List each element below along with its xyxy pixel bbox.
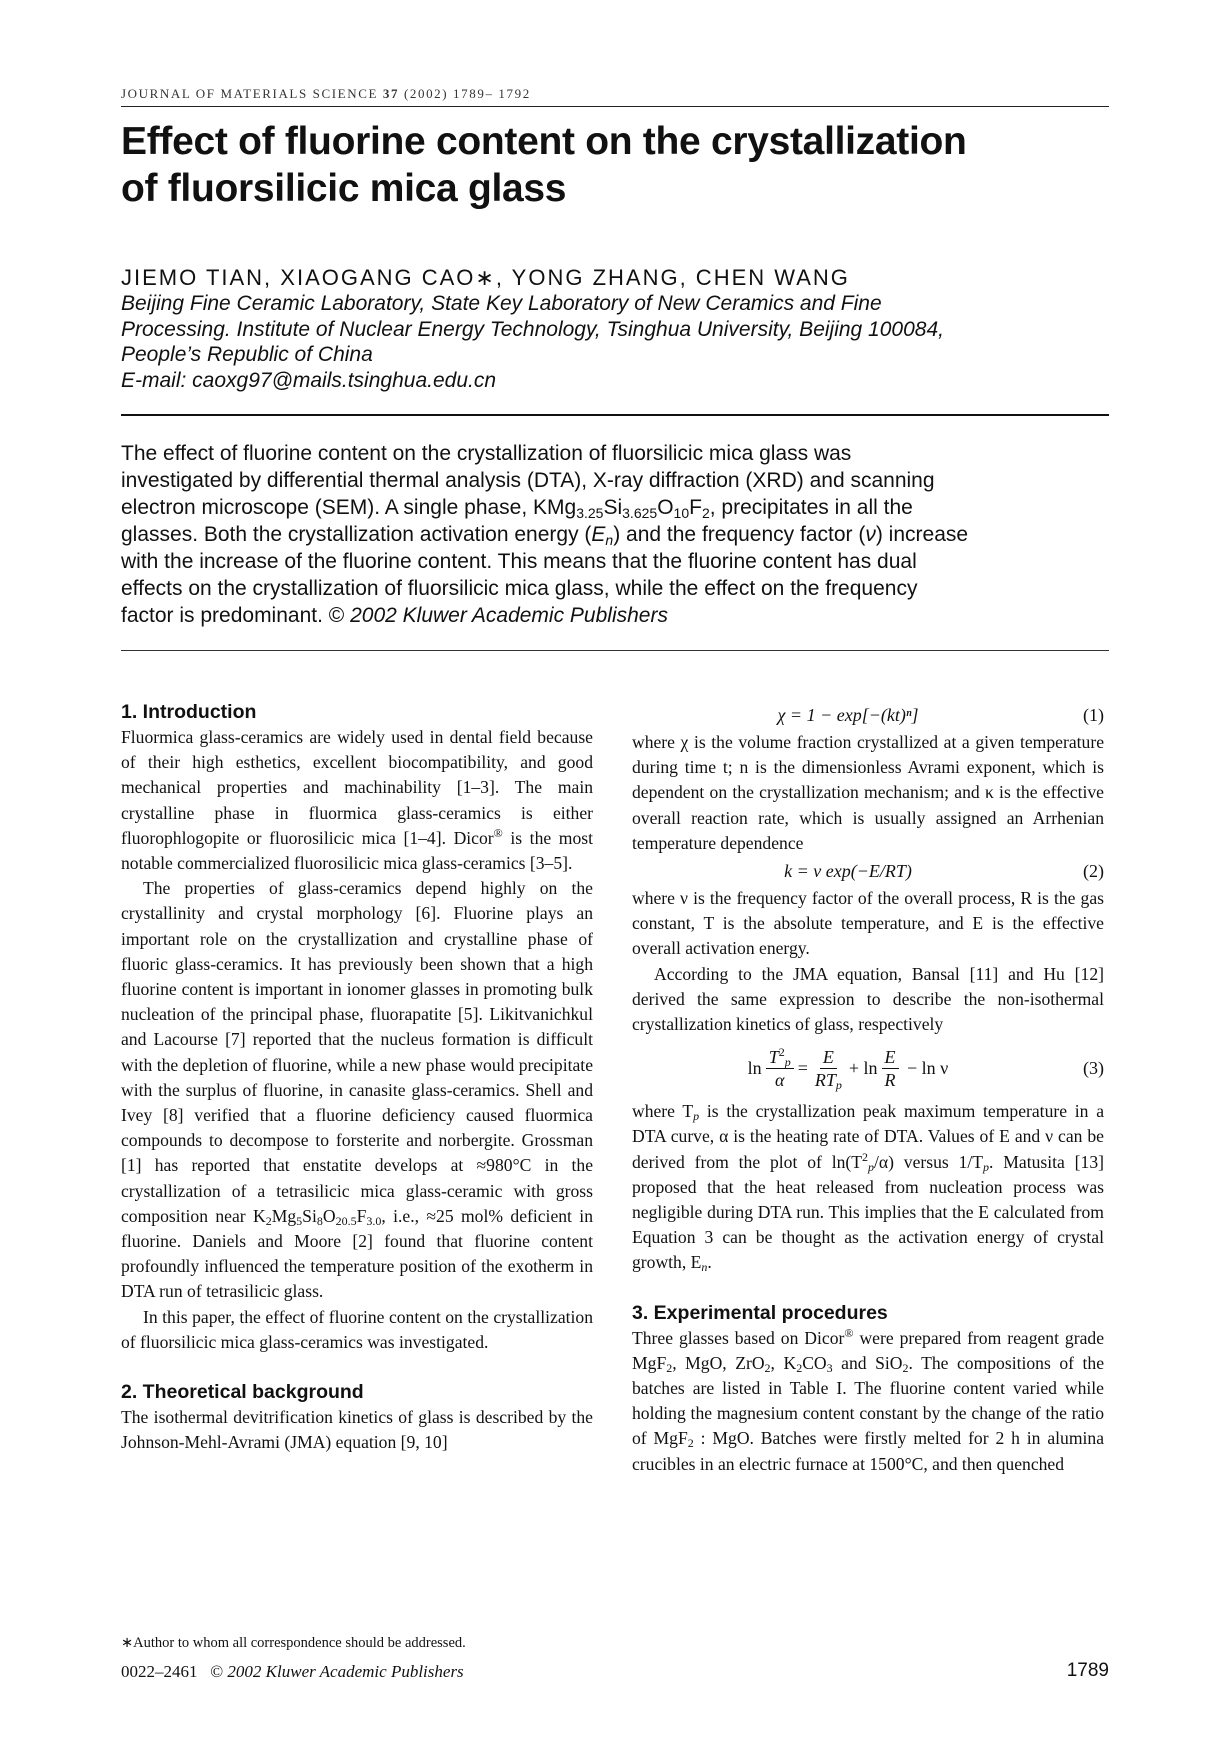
section-gap bbox=[121, 1355, 593, 1380]
equation-2: k = ν exp(−E/RT) (2) bbox=[632, 856, 1104, 886]
equation-3: ln $\frac{T^2_p}{\alpha}$ = $\frac{E}{RT_p}$ + ln $\frac{E}{R}$ − ln ν (3) bbox=[632, 1037, 1104, 1099]
jma-paragraph: According to the JMA equation, Bansal [11] and Hu [12] derived the same expression to describe the non-isothermal crystallization kinetics of glass, respectively bbox=[632, 963, 1104, 1035]
section-gap bbox=[632, 1276, 1104, 1301]
section-heading-experimental: 3. Experimental procedures bbox=[632, 1301, 888, 1324]
paper-title bbox=[121, 118, 1109, 212]
publisher-credit: 2002 Kluwer Academic Publishers bbox=[350, 604, 668, 627]
frequency-factor-paragraph: where ν is the frequency factor of the overall process, R is the gas constant, T is the absolute temperature, and E is the effective overall activation energy. bbox=[632, 888, 1104, 959]
abstract-line-3: electron microscope (SEM). A single phase, $KMg_{3.25}Si_{3.625}O_{10}F_2$, precipitates in all the bbox=[121, 496, 913, 521]
journal-year-pages: (2002) 1789– 1792 bbox=[403, 86, 531, 101]
author-list: JIEMO TIAN, XIAOGANG CAO∗, YONG ZHANG, CHEN WANG bbox=[121, 265, 850, 290]
theory-paragraph-1: The isothermal devitrification kinetics of glass is described by the Johnson-Mehl-Avrami (JMA) equation [9, 10] bbox=[121, 1407, 593, 1453]
author-footnote: ∗Author to whom all correspondence should be addressed. bbox=[121, 1635, 466, 1651]
abstract-line-6: effects on the crystallization of fluorsilicic mica glass, while the effect on the frequency bbox=[121, 577, 918, 600]
abstract-line-4: glasses. Both the crystallization activation energy $(E_n)$ and the frequency factor (ν) increase bbox=[121, 523, 969, 548]
abstract-line-5: with the increase of the fluorine content. This means that the fluorine content has dual bbox=[121, 550, 917, 573]
affiliation-line-2: Processing. Institute of Nuclear Energy Technology, Tsinghua University, Beijing 100084, bbox=[121, 317, 944, 341]
page-number: 1789 bbox=[1066, 1660, 1109, 1681]
avrami-paragraph: where χ is the volume fraction crystallized at a given temperature during time t; n is the dimensionless Avrami exponent, which is dependent on the crystallization mechanism; and κ is the effective overall reaction rate, which is usually assigned an Arrhenian temperature dependence bbox=[632, 732, 1104, 853]
equation-3-number: (3) bbox=[1083, 1058, 1104, 1079]
abstract bbox=[121, 440, 1109, 629]
left-column bbox=[121, 700, 593, 1455]
intro-paragraph-2: The properties of glass-ceramics depend highly on the crystallinity and crystal morphology [6]. Fluorine plays an important role on the crystallization and crystalline phase of fluoric glass-ceramics. It has previously been shown that a high fluorine content is important in ionomer glasses in promoting bulk nucleation of the principal phase, fluorapatite [5]. Likitvanichkul and Lacourse [7] reported that the nucleus formation is difficult with the depletion of fluorine, while a new phase would precipitate with the surplus of fluorine, in canasite glass-ceramics. Shell and Ivey [8] verified that a fluorine deficiency caused fluormica compounds to decompose to forsterite and norbergite. Grossman [1] has reported that enstatite develops at ≈980°C in the crystallization of a tetrasilicic mica glass-ceramic with gross composition near $K_2Mg_5Si_8O_{20.5}F_{3.0}$, i.e., ≈25 mol% deficient in fluorine. Daniels and Moore [2] found that fluorine content profoundly influenced the temperature position of the exotherm in DTA run of tetrasilicic glass. bbox=[121, 878, 593, 1302]
equation-1-number: (1) bbox=[1083, 705, 1104, 725]
intro-paragraph-3: In this paper, the effect of fluorine content on the crystallization of fluorsilicic mica glass-ceramics was investigated. bbox=[121, 1306, 593, 1352]
header-rule bbox=[121, 106, 1109, 107]
issn: 0022–2461 bbox=[121, 1662, 198, 1681]
equation-2-number: (2) bbox=[1083, 861, 1104, 882]
footer-publisher: 2002 Kluwer Academic Publishers bbox=[227, 1662, 464, 1681]
title-line-1: Effect of fluorine content on the crystallization bbox=[121, 120, 967, 163]
intro-paragraph-1: Fluormica glass-ceramics are widely used in dental field because of their high esthetics, excellent biocompatibility, and good mechanical properties and machinability [1–3]. The main crystalline phase in fluormica glass-ceramics is either fluorophlogopite or fluorosilicic mica [1–4]. Dicor® is the most notable commercialized fluorosilicic mica glass-ceramics [3–5]. bbox=[121, 727, 593, 874]
journal-volume: 37 bbox=[382, 86, 400, 101]
running-head bbox=[121, 86, 1109, 102]
right-column bbox=[632, 700, 1104, 1477]
journal-name: JOURNAL OF MATERIALS SCIENCE bbox=[121, 86, 379, 101]
section-heading-introduction: 1. Introduction bbox=[121, 701, 257, 723]
affiliation-line-1: Beijing Fine Ceramic Laboratory, State Key Laboratory of New Ceramics and Fine bbox=[121, 292, 882, 315]
equation-1: χ = 1 − exp[−(kt)ⁿ] (1) bbox=[632, 700, 1104, 730]
peak-temperature-paragraph: where $T_p$ is the crystallization peak maximum temperature in a DTA curve, α is the heating rate of DTA. Values of E and ν can be derived from the plot of $\ln(T^2_p/\alpha)$ versus $1/T_p$. Matusita [13] proposed that the heat released from nucleation process was negligible during DTA run. This implies that the E calculated from Equation 3 can be thought as the activation energy of crystal growth, $E_n$. bbox=[632, 1101, 1105, 1275]
abstract-top-rule bbox=[121, 414, 1109, 416]
abstract-bottom-rule bbox=[121, 650, 1109, 651]
title-line-2: of fluorsilicic mica glass bbox=[121, 167, 567, 210]
footer-issn bbox=[121, 1662, 464, 1682]
paper-page bbox=[121, 0, 1109, 1748]
affiliation bbox=[121, 291, 1109, 393]
abstract-line-1: The effect of fluorine content on the crystallization of fluorsilicic mica glass was bbox=[121, 442, 852, 465]
abstract-line-2: investigated by differential thermal analysis (DTA), X-ray diffraction (XRD) and scanning bbox=[121, 469, 935, 492]
abstract-line-7: factor is predominant. © 2002 Kluwer Academic Publishers bbox=[121, 604, 668, 627]
email-line: E-mail: caoxg97@mails.tsinghua.edu.cn bbox=[121, 368, 497, 392]
copyright-symbol: © bbox=[210, 1662, 224, 1681]
section-heading-theory: 2. Theoretical background bbox=[121, 1381, 364, 1404]
experimental-paragraph-1: Three glasses based on Dicor® were prepared from reagent grade MgF$_2$, MgO, ZrO$_2$, $K_2CO_3$ and SiO$_2$. The compositions of the batches are listed in Table I. The fluorine content varied while holding the magnesium content constant by the change of the ratio of MgF$_2$ : MgO. Batches were firstly melted for 2 h in alumina crucibles in an electric furnace at 1500°C, and then quenched bbox=[632, 1325, 1105, 1474]
affiliation-line-3: People’s Republic of China bbox=[121, 343, 373, 366]
